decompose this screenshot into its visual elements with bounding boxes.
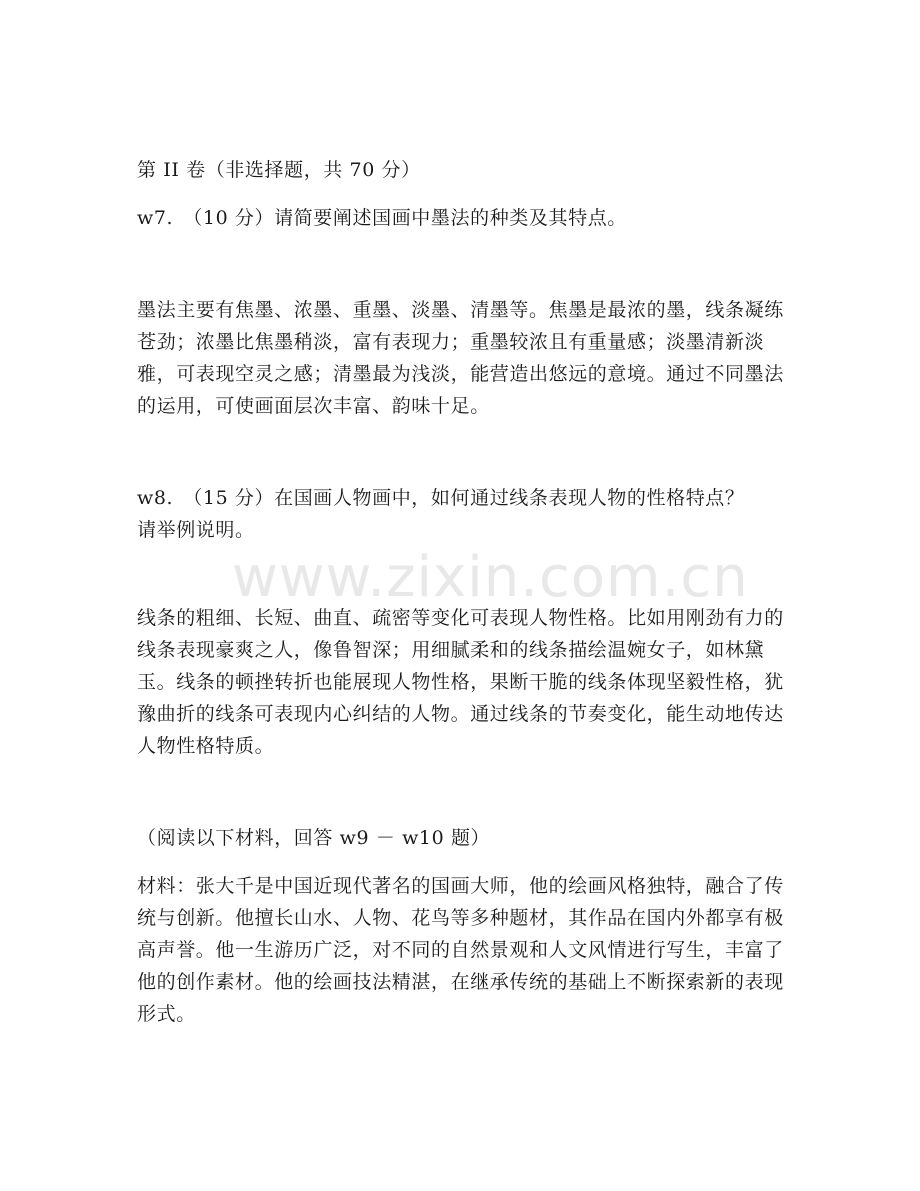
answer-w8: 线条的粗细、长短、曲直、疏密等变化可表现人物性格。比如用刚劲有力的线条表现豪爽之人，像鲁智深；用细腻柔和的线条描绘温婉女子，如林黛玉。线条的顿挫转折也能展现人物性格，果断干脆的线条体现坚毅性格，犹豫曲折的线条可表现内心纠结的人物。通过线条的节奏变化，能生动地传达人物性格特质。 (137, 607, 784, 757)
watermark: www.zixin.com.cn (232, 545, 749, 610)
question-w8-line1: w8. （15 分）在国画人物画中，如何通过线条表现人物的性格特点？ (137, 487, 745, 509)
reading-material: 材料：张大千是中国近现代著名的国画大师，他的绘画风格独特，融合了传统与创新。他擅长山水、人物、花鸟等多种题材，其作品在国内外都享有极高声誉。他一生游历广泛，对不同的自然景观和人文风情进行写生，丰富了他的创作素材。他的绘画技法精湛，在继承传统的基础上不断探索新的表现形式。 (137, 875, 784, 1025)
reading-instruction: （阅读以下材料，回答 w9 － w10 题） (137, 827, 491, 849)
question-w7: w7. （10 分）请简要阐述国画中墨法的种类及其特点。 (137, 207, 627, 229)
answer-w7: 墨法主要有焦墨、浓墨、重墨、淡墨、清墨等。焦墨是最浓的墨，线条凝练苍劲；浓墨比焦墨稍淡，富有表现力；重墨较浓且有重量感；淡墨清新淡雅，可表现空灵之感；清墨最为浅淡，能营造出悠远的意境。通过不同墨法的运用，可使画面层次丰富、韵味十足。 (137, 299, 784, 417)
question-w8-line2: 请举例说明。 (137, 519, 255, 541)
section-header: 第 II 卷（非选择题，共 70 分） (137, 159, 421, 181)
